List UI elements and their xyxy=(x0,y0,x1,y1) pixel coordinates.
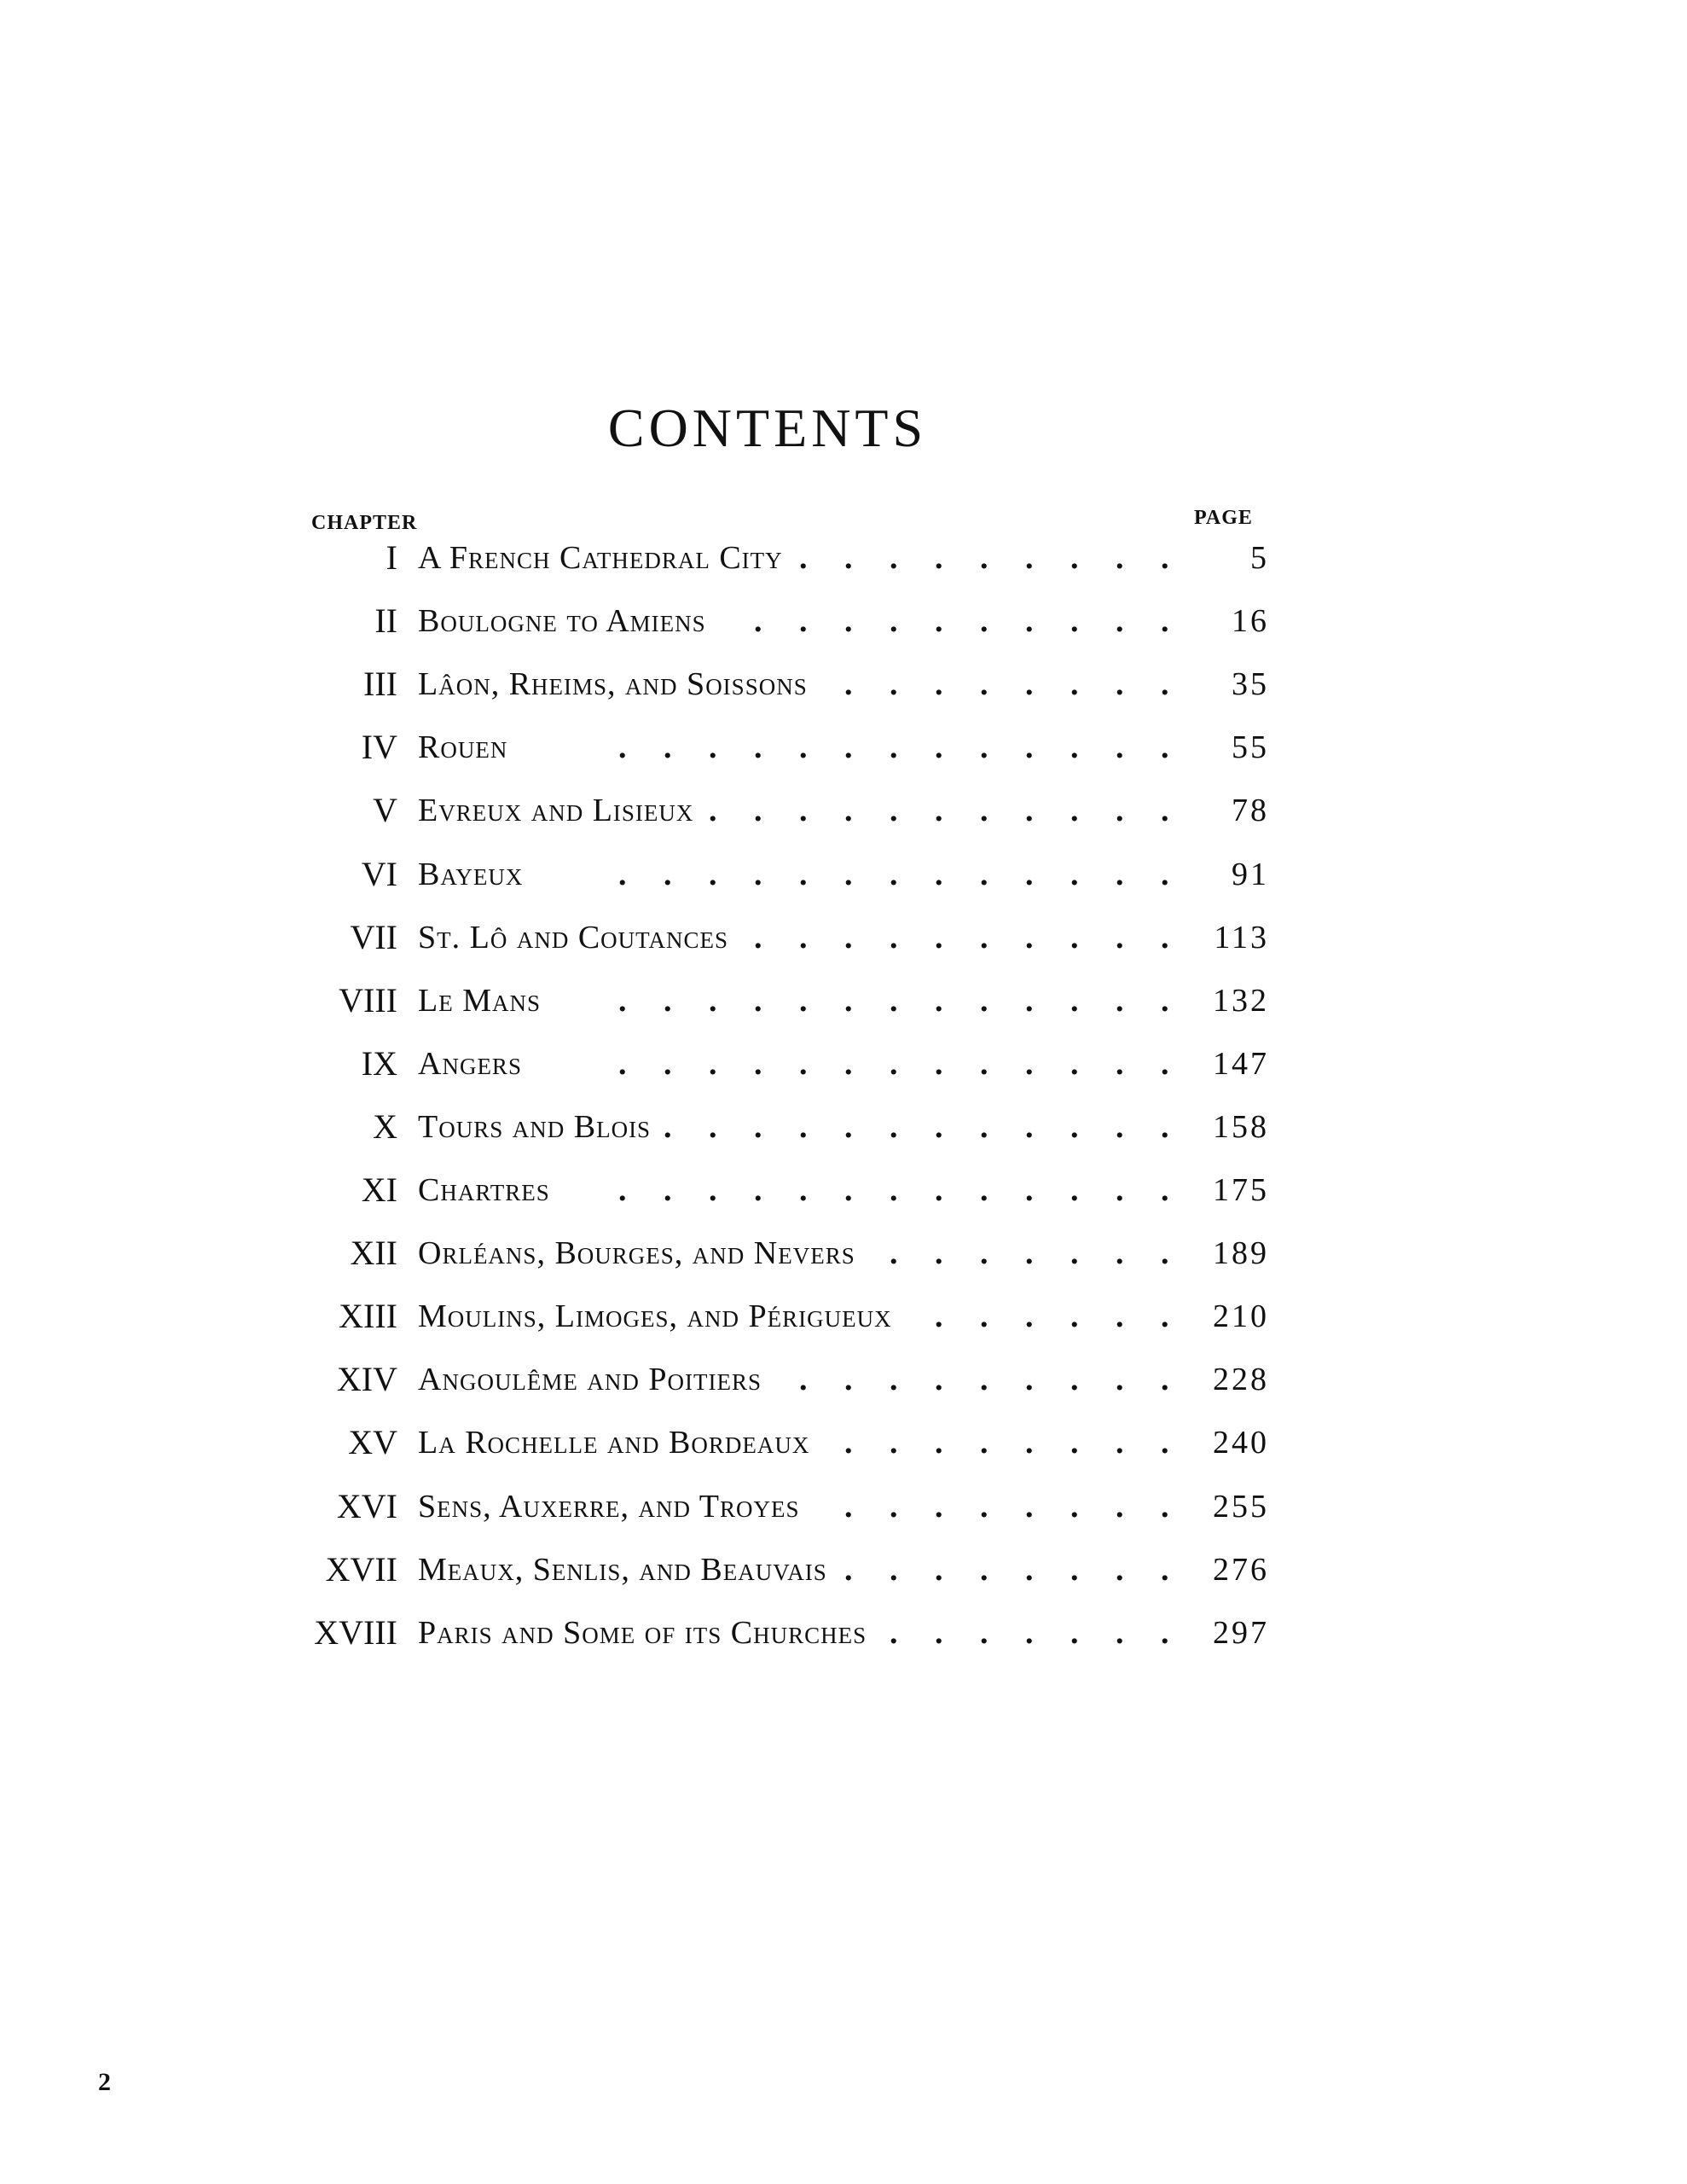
leader-dot: . xyxy=(1161,1298,1169,1335)
leader-dot: . xyxy=(709,982,717,1019)
leader-dot: . xyxy=(1025,1235,1034,1272)
leader-dot: . xyxy=(935,1045,943,1082)
leader-dot: . xyxy=(1025,1045,1034,1082)
page-reference: 78 xyxy=(1232,793,1269,829)
leader-dot: . xyxy=(618,1045,627,1082)
leader-dot: . xyxy=(890,1045,898,1082)
chapter-title: Moulins, Limoges, and Périgueux xyxy=(418,1298,892,1335)
leader-dot: . xyxy=(618,856,627,892)
leader-dot: . xyxy=(890,856,898,892)
leader-dot: . xyxy=(1070,1362,1079,1398)
leader-dot: . xyxy=(618,982,627,1019)
leader-dot: . xyxy=(799,540,808,576)
leader-dot: . xyxy=(844,1362,853,1398)
chapter-number: I xyxy=(386,538,397,577)
leader-dot: . xyxy=(890,1235,898,1272)
leader-dot: . xyxy=(754,793,762,829)
leader-dot: . xyxy=(844,1488,853,1525)
leader-dot: . xyxy=(935,919,943,956)
leader-dot: . xyxy=(844,1551,853,1588)
chapter-title: La Rochelle and Bordeaux xyxy=(418,1425,810,1461)
leader-dot: . xyxy=(844,919,853,956)
leader-dot: . xyxy=(1025,919,1034,956)
toc-row xyxy=(0,722,1687,773)
leader-dot: . xyxy=(890,666,898,703)
chapter-number: III xyxy=(363,665,397,704)
leader-dot: . xyxy=(980,1614,988,1651)
leader-dot: . xyxy=(1025,1488,1034,1525)
page-number: 2 xyxy=(98,2068,111,2096)
leader-dot: . xyxy=(754,1172,762,1208)
leader-dot: . xyxy=(1025,793,1034,829)
toc-row xyxy=(0,1101,1687,1153)
leader-dot: . xyxy=(844,603,853,640)
leader-dot: . xyxy=(1070,540,1079,576)
page-title: CONTENTS xyxy=(607,398,928,458)
leader-dot: . xyxy=(935,1614,943,1651)
leader-dot: . xyxy=(799,793,808,829)
chapter-number: VI xyxy=(361,854,397,893)
toc-row xyxy=(0,1481,1687,1532)
leader-dot: . xyxy=(1070,1614,1079,1651)
leader-dot: . xyxy=(1070,793,1079,829)
leader-dot: . xyxy=(844,793,853,829)
leader-dot: . xyxy=(709,1172,717,1208)
leader-dot: . xyxy=(980,1172,988,1208)
leader-dot: . xyxy=(935,1551,943,1588)
leader-dot: . xyxy=(980,1045,988,1082)
leader-dot: . xyxy=(1070,1108,1079,1145)
page-reference: 189 xyxy=(1213,1235,1269,1272)
leader-dot: . xyxy=(980,729,988,766)
leader-dot: . xyxy=(1025,982,1034,1019)
leader-dot: . xyxy=(754,1045,762,1082)
leader-dot: . xyxy=(980,919,988,956)
toc-row xyxy=(0,1417,1687,1468)
leader-dot: . xyxy=(1070,919,1079,956)
chapter-title: Angers xyxy=(418,1045,522,1082)
leader-dot: . xyxy=(1116,666,1124,703)
leader-dot: . xyxy=(844,1045,853,1082)
leader-dot: . xyxy=(1070,1551,1079,1588)
leader-dot: . xyxy=(618,1172,627,1208)
leader-dot: . xyxy=(935,1298,943,1335)
leader-dot: . xyxy=(1161,1614,1169,1651)
leader-dot: . xyxy=(664,856,672,892)
leader-dot: . xyxy=(799,982,808,1019)
leader-dot: . xyxy=(1161,1488,1169,1525)
toc-row xyxy=(0,1165,1687,1216)
leader-dot: . xyxy=(890,982,898,1019)
leader-dot: . xyxy=(935,793,943,829)
leader-dot: . xyxy=(1161,793,1169,829)
leader-dot: . xyxy=(664,1108,672,1145)
toc-row xyxy=(0,975,1687,1026)
leader-dot: . xyxy=(890,793,898,829)
chapter-title: Evreux and Lisieux xyxy=(418,793,694,829)
leader-dot: . xyxy=(664,729,672,766)
chapter-number: XVIII xyxy=(314,1612,397,1652)
leader-dot: . xyxy=(1025,1172,1034,1208)
leader-dot: . xyxy=(890,540,898,576)
leader-dot: . xyxy=(1025,540,1034,576)
leader-dot: . xyxy=(1116,982,1124,1019)
leader-dot: . xyxy=(799,603,808,640)
leader-dot: . xyxy=(754,856,762,892)
leader-dot: . xyxy=(1116,603,1124,640)
leader-dot: . xyxy=(799,856,808,892)
chapter-title: Le Mans xyxy=(418,982,542,1019)
chapter-number: IX xyxy=(361,1043,397,1083)
leader-dot: . xyxy=(935,540,943,576)
chapter-title: Boulogne to Amiens xyxy=(418,603,706,640)
leader-dot: . xyxy=(1161,1235,1169,1272)
page-reference: 158 xyxy=(1213,1108,1269,1145)
leader-dot: . xyxy=(1070,1298,1079,1335)
leader-dot: . xyxy=(1070,603,1079,640)
leader-dot: . xyxy=(1116,1235,1124,1272)
chapter-column-label: CHAPTER xyxy=(311,512,418,534)
leader-dot: . xyxy=(1070,982,1079,1019)
leader-dot: . xyxy=(935,1488,943,1525)
leader-dot: . xyxy=(890,1108,898,1145)
leader-dot: . xyxy=(1025,666,1034,703)
page-reference: 276 xyxy=(1213,1551,1269,1588)
leader-dot: . xyxy=(799,1045,808,1082)
chapter-title: Angoulême and Poitiers xyxy=(418,1362,762,1398)
toc-row xyxy=(0,659,1687,710)
leader-dot: . xyxy=(1116,1425,1124,1461)
leader-dot: . xyxy=(1070,1425,1079,1461)
chapter-title: Paris and Some of its Churches xyxy=(418,1614,867,1651)
leader-dot: . xyxy=(935,1172,943,1208)
leader-dot: . xyxy=(1070,1172,1079,1208)
leader-dot: . xyxy=(890,1551,898,1588)
leader-dot: . xyxy=(935,1108,943,1145)
leader-dot: . xyxy=(1161,982,1169,1019)
toc-row xyxy=(0,785,1687,836)
leader-dot: . xyxy=(754,603,762,640)
leader-dot: . xyxy=(1116,1614,1124,1651)
leader-dot: . xyxy=(1025,1298,1034,1335)
chapter-number: XIV xyxy=(336,1360,397,1399)
chapter-number: V xyxy=(373,791,397,830)
leader-dot: . xyxy=(980,540,988,576)
page-reference: 113 xyxy=(1214,919,1269,956)
leader-dot: . xyxy=(1070,1045,1079,1082)
toc-row xyxy=(0,532,1687,584)
chapter-number: XI xyxy=(361,1170,397,1209)
chapter-number: IV xyxy=(361,728,397,767)
leader-dot: . xyxy=(1025,1614,1034,1651)
leader-dot: . xyxy=(799,1362,808,1398)
leader-dot: . xyxy=(1116,1298,1124,1335)
leader-dot: . xyxy=(844,1172,853,1208)
leader-dot: . xyxy=(754,1108,762,1145)
leader-dot: . xyxy=(844,666,853,703)
leader-dot: . xyxy=(980,1298,988,1335)
chapter-title: Tours and Blois xyxy=(418,1108,652,1145)
leader-dot: . xyxy=(1161,1045,1169,1082)
leader-dot: . xyxy=(1161,919,1169,956)
leader-dot: . xyxy=(980,666,988,703)
leader-dot: . xyxy=(1116,919,1124,956)
leader-dot: . xyxy=(890,919,898,956)
leader-dot: . xyxy=(754,982,762,1019)
leader-dot: . xyxy=(1025,1551,1034,1588)
leader-dot: . xyxy=(1161,666,1169,703)
page-column-label: PAGE xyxy=(1194,507,1253,529)
leader-dot: . xyxy=(890,1425,898,1461)
leader-dot: . xyxy=(844,856,853,892)
leader-dot: . xyxy=(754,729,762,766)
leader-dot: . xyxy=(664,1045,672,1082)
leader-dot: . xyxy=(1070,1235,1079,1272)
leader-dot: . xyxy=(1116,1551,1124,1588)
page-reference: 16 xyxy=(1232,603,1269,640)
leader-dot: . xyxy=(935,603,943,640)
toc-row xyxy=(0,1038,1687,1089)
toc-row xyxy=(0,1291,1687,1342)
leader-dot: . xyxy=(890,1172,898,1208)
leader-dot: . xyxy=(980,856,988,892)
leader-dot: . xyxy=(709,1045,717,1082)
leader-dot: . xyxy=(1116,540,1124,576)
leader-dot: . xyxy=(1116,1362,1124,1398)
leader-dot: . xyxy=(1116,1488,1124,1525)
leader-dot: . xyxy=(980,1425,988,1461)
leader-dot: . xyxy=(890,603,898,640)
chapter-number: XV xyxy=(348,1423,397,1462)
leader-dot: . xyxy=(844,729,853,766)
chapter-number: VII xyxy=(350,917,397,956)
leader-dot: . xyxy=(1116,856,1124,892)
page-reference: 55 xyxy=(1232,729,1269,766)
leader-dot: . xyxy=(890,1488,898,1525)
leader-dot: . xyxy=(980,1235,988,1272)
toc-row xyxy=(0,849,1687,900)
leader-dot: . xyxy=(844,982,853,1019)
chapter-number: II xyxy=(374,601,397,641)
chapter-title: A French Cathedral City xyxy=(418,540,783,576)
leader-dot: . xyxy=(1161,1425,1169,1461)
chapter-number: XII xyxy=(350,1234,397,1273)
leader-dot: . xyxy=(1025,1108,1034,1145)
leader-dot: . xyxy=(1025,729,1034,766)
page-reference: 91 xyxy=(1232,856,1269,892)
page-reference: 5 xyxy=(1250,540,1269,576)
leader-dot: . xyxy=(1025,1425,1034,1461)
chapter-number: VIII xyxy=(339,980,397,1019)
page-reference: 240 xyxy=(1213,1425,1269,1461)
leader-dot: . xyxy=(1025,1362,1034,1398)
leader-dot: . xyxy=(1025,856,1034,892)
leader-dot: . xyxy=(844,540,853,576)
toc-row xyxy=(0,912,1687,963)
chapter-title: Meaux, Senlis, and Beauvais xyxy=(418,1551,827,1588)
leader-dot: . xyxy=(1116,1045,1124,1082)
leader-dot: . xyxy=(1161,1172,1169,1208)
chapter-number: XVII xyxy=(325,1549,397,1589)
leader-dot: . xyxy=(935,1425,943,1461)
page-reference: 132 xyxy=(1213,982,1269,1019)
toc-row xyxy=(0,1607,1687,1658)
leader-dot: . xyxy=(1161,856,1169,892)
leader-dot: . xyxy=(618,729,627,766)
page-reference: 35 xyxy=(1232,666,1269,703)
leader-dot: . xyxy=(709,729,717,766)
leader-dot: . xyxy=(1161,729,1169,766)
leader-dot: . xyxy=(799,919,808,956)
leader-dot: . xyxy=(980,982,988,1019)
leader-dot: . xyxy=(980,1108,988,1145)
leader-dot: . xyxy=(799,1108,808,1145)
leader-dot: . xyxy=(844,1425,853,1461)
leader-dot: . xyxy=(1070,729,1079,766)
leader-dot: . xyxy=(1161,1362,1169,1398)
leader-dot: . xyxy=(935,666,943,703)
toc-row xyxy=(0,595,1687,647)
leader-dot: . xyxy=(709,856,717,892)
leader-dot: . xyxy=(935,1235,943,1272)
leader-dot: . xyxy=(935,1362,943,1398)
leader-dot: . xyxy=(1070,1488,1079,1525)
leader-dot: . xyxy=(935,729,943,766)
page-reference: 297 xyxy=(1213,1614,1269,1651)
leader-dot: . xyxy=(935,856,943,892)
leader-dot: . xyxy=(709,793,717,829)
chapter-title: Bayeux xyxy=(418,856,524,892)
leader-dot: . xyxy=(1116,729,1124,766)
leader-dot: . xyxy=(980,603,988,640)
leader-dot: . xyxy=(890,1362,898,1398)
leader-dot: . xyxy=(980,1551,988,1588)
leader-dot: . xyxy=(754,919,762,956)
leader-dot: . xyxy=(664,982,672,1019)
page-reference: 228 xyxy=(1213,1362,1269,1398)
leader-dot: . xyxy=(980,1362,988,1398)
toc-row xyxy=(0,1228,1687,1279)
leader-dot: . xyxy=(1070,666,1079,703)
leader-dot: . xyxy=(1070,856,1079,892)
leader-dot: . xyxy=(935,982,943,1019)
leader-dot: . xyxy=(890,729,898,766)
chapter-title: Sens, Auxerre, and Troyes xyxy=(418,1488,800,1525)
chapter-title: St. Lô and Coutances xyxy=(418,919,729,956)
leader-dot: . xyxy=(799,729,808,766)
leader-dot: . xyxy=(1025,603,1034,640)
page-reference: 175 xyxy=(1213,1172,1269,1208)
leader-dot: . xyxy=(980,793,988,829)
toc-row xyxy=(0,1354,1687,1405)
toc-row xyxy=(0,1544,1687,1595)
leader-dot: . xyxy=(709,1108,717,1145)
chapter-title: Lâon, Rheims, and Soissons xyxy=(418,666,808,703)
leader-dot: . xyxy=(664,1172,672,1208)
leader-dot: . xyxy=(1161,1551,1169,1588)
page-reference: 255 xyxy=(1213,1488,1269,1525)
chapter-number: XVI xyxy=(336,1486,397,1525)
chapter-number: XIII xyxy=(339,1297,397,1336)
chapter-title: Orléans, Bourges, and Nevers xyxy=(418,1235,855,1272)
leader-dot: . xyxy=(890,1614,898,1651)
leader-dot: . xyxy=(1116,793,1124,829)
chapter-title: Rouen xyxy=(418,729,508,766)
page-reference: 147 xyxy=(1213,1045,1269,1082)
leader-dot: . xyxy=(1161,1108,1169,1145)
leader-dot: . xyxy=(799,1172,808,1208)
leader-dot: . xyxy=(1116,1108,1124,1145)
leader-dot: . xyxy=(1116,1172,1124,1208)
leader-dot: . xyxy=(1161,540,1169,576)
chapter-title: Chartres xyxy=(418,1172,550,1208)
leader-dot: . xyxy=(1161,603,1169,640)
leader-dot: . xyxy=(980,1488,988,1525)
chapter-number: X xyxy=(373,1107,397,1146)
page-reference: 210 xyxy=(1213,1298,1269,1335)
leader-dot: . xyxy=(844,1108,853,1145)
